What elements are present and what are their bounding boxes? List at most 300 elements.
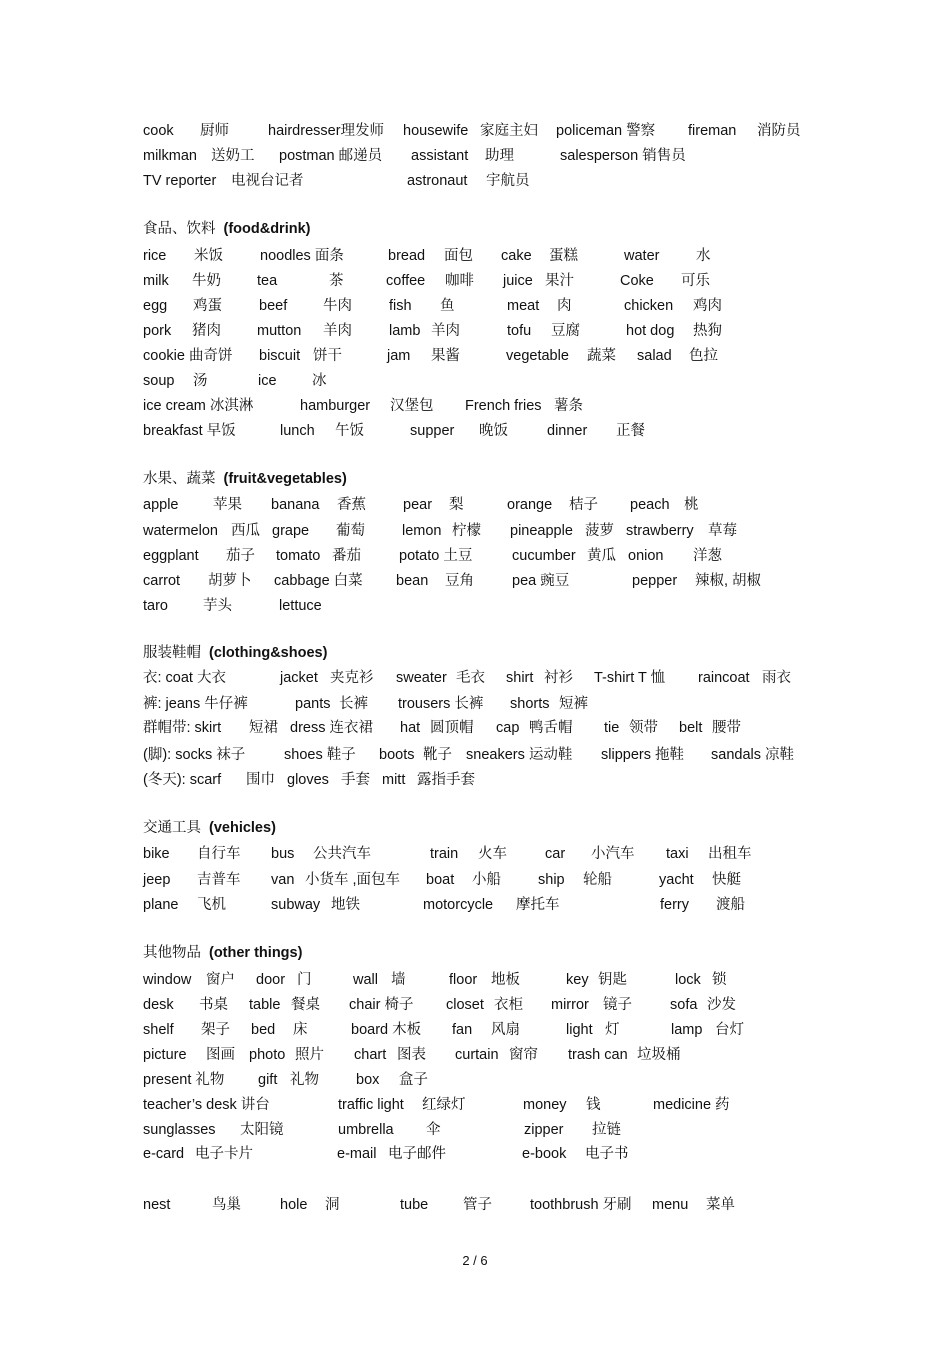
vocab-line (143, 1020, 823, 1040)
vocab-word: 苹果 (213, 497, 242, 513)
vocab-word: 出租车 (708, 846, 752, 862)
vocab-line (143, 246, 823, 266)
section-heading-cn: 水果、蔬菜 (143, 471, 216, 487)
vocab-line (143, 895, 823, 915)
vocab-word: cabbage 白菜 (274, 573, 363, 589)
vocab-word: 番茄 (332, 548, 361, 564)
vocab-word: 地铁 (331, 897, 360, 913)
vocab-word: sneakers 运动鞋 (466, 747, 573, 763)
vocab-word: apple (143, 497, 179, 513)
vocab-word: shoes 鞋子 (284, 747, 356, 763)
vocab-word: milkman (143, 148, 197, 164)
vocab-word: banana (271, 497, 320, 513)
vocab-word: TV reporter (143, 173, 217, 189)
vocab-word: taxi (666, 846, 689, 862)
vocab-word: jam (387, 348, 411, 364)
vocab-word: 镜子 (603, 997, 632, 1013)
vocab-word: table (249, 997, 281, 1013)
vocab-word: nest (143, 1197, 171, 1213)
vocab-word: 太阳镜 (240, 1122, 284, 1138)
vocab-word: e-book (522, 1146, 567, 1162)
vocab-word: supper (410, 423, 455, 439)
vocab-word: 飞机 (197, 897, 226, 913)
vocab-word: French fries (465, 398, 542, 414)
vocab-word: mitt (382, 772, 406, 788)
vocab-word: 柠檬 (452, 523, 481, 539)
vocab-word: medicine 药 (653, 1097, 730, 1113)
vocab-word: chicken (624, 298, 674, 314)
vocab-word: 吉普车 (197, 872, 241, 888)
vocab-line (143, 995, 823, 1015)
vocab-word: 电子邮件 (388, 1146, 446, 1162)
vocab-word: shorts (510, 696, 550, 712)
vocab-word: dress 连衣裙 (290, 720, 373, 736)
section-heading-en: (vehicles) (209, 820, 276, 836)
vocab-word: 羊肉 (431, 323, 460, 339)
vocab-word: pineapple (510, 523, 573, 539)
vocab-word: yacht (659, 872, 694, 888)
vocab-line (143, 371, 823, 391)
vocab-word: 地板 (491, 972, 520, 988)
vocab-word: 草莓 (708, 523, 737, 539)
vocab-line (143, 718, 823, 738)
vocab-word: 洋葱 (693, 548, 722, 564)
vocab-word: 蛋糕 (549, 248, 578, 264)
vocab-word: 毛衣 (456, 670, 485, 686)
vocab-word: cap (496, 720, 520, 736)
vocab-word: soup (143, 373, 175, 389)
vocab-word: strawberry (626, 523, 694, 539)
vocab-word: noodles 面条 (260, 248, 344, 264)
vocab-line (143, 694, 823, 714)
vocab-word: sunglasses (143, 1122, 216, 1138)
section-heading-en: (food&drink) (223, 221, 311, 237)
vocab-word: 茄子 (226, 548, 255, 564)
vocab-word: salad (637, 348, 672, 364)
vocab-word: sweater (396, 670, 447, 686)
vocab-word: hole (280, 1197, 308, 1213)
vocab-word: 鸟巢 (212, 1197, 241, 1213)
vocab-line (143, 146, 823, 166)
vocab-word: cake (501, 248, 532, 264)
vocab-word: ice (258, 373, 277, 389)
vocab-line (143, 1195, 823, 1215)
vocab-line (143, 421, 823, 441)
vocab-word: fan (452, 1022, 473, 1038)
vocab-word: water (624, 248, 660, 264)
vocab-word: 风扇 (491, 1022, 520, 1038)
vocab-word: 桔子 (569, 497, 598, 513)
vocab-word: 午饭 (335, 423, 364, 439)
vocab-word: 窗户 (206, 972, 235, 988)
vocab-word: 裤: jeans 牛仔裤 (143, 696, 248, 712)
vocab-word: 豆腐 (551, 323, 580, 339)
vocab-word: jeep (143, 872, 171, 888)
vocab-word: boots (379, 747, 415, 763)
vocab-word: 正餐 (616, 423, 645, 439)
vocab-word: 火车 (478, 846, 507, 862)
vocab-word: 伞 (426, 1122, 441, 1138)
vocab-word: teacher’s desk 讲台 (143, 1097, 270, 1113)
vocab-word: lock (675, 972, 701, 988)
vocab-word: postman 邮递员 (279, 148, 383, 164)
vocab-word: 群帽带: skirt (143, 720, 222, 736)
vocab-word: shelf (143, 1022, 174, 1038)
vocab-word: tube (400, 1197, 429, 1213)
vocab-word: 菠萝 (585, 523, 614, 539)
vocab-line (143, 870, 823, 890)
vocab-word: mirror (551, 997, 589, 1013)
vocab-word: vegetable (506, 348, 569, 364)
vocab-word: 圆顶帽 (430, 720, 474, 736)
section-heading-en: (other things) (209, 945, 303, 961)
vocab-word: chair 椅子 (349, 997, 414, 1013)
vocab-word: 短裙 (249, 720, 278, 736)
vocab-line (143, 1095, 823, 1115)
vocab-word: tomato (276, 548, 321, 564)
vocab-word: mutton (257, 323, 302, 339)
vocab-word: 鸡蛋 (193, 298, 222, 314)
vocab-word: key (566, 972, 589, 988)
vocab-word: 长裤 (339, 696, 368, 712)
vocab-word: traffic light (338, 1097, 404, 1113)
vocab-word: 领带 (629, 720, 658, 736)
vocab-word: 茶 (329, 273, 344, 289)
vocab-word: 图画 (206, 1047, 235, 1063)
vocab-line (143, 495, 823, 515)
vocab-word: 衣柜 (494, 997, 523, 1013)
vocab-word: tea (257, 273, 278, 289)
vocab-word: desk (143, 997, 174, 1013)
vocab-word: taro (143, 598, 168, 614)
vocab-word: sofa (670, 997, 698, 1013)
vocab-word: bean (396, 573, 429, 589)
vocab-word: chart (354, 1047, 387, 1063)
vocab-word: door (256, 972, 286, 988)
vocab-word: 钱 (586, 1097, 601, 1113)
vocab-word: box (356, 1072, 380, 1088)
vocab-word: plane (143, 897, 179, 913)
vocab-word: gloves (287, 772, 329, 788)
vocab-word: beef (259, 298, 288, 314)
vocab-word: 助理 (485, 148, 514, 164)
vocab-line (143, 970, 823, 990)
vocab-word: 色拉 (689, 348, 718, 364)
section-heading-cn: 食品、饮料 (143, 221, 216, 237)
vocab-word: 桃 (684, 497, 699, 513)
vocab-word: curtain (455, 1047, 499, 1063)
vocab-word: 黄瓜 (587, 548, 616, 564)
vocab-word: car (545, 846, 566, 862)
vocab-word: e-card (143, 1146, 185, 1162)
vocab-word: bus (271, 846, 295, 862)
vocab-word: gift (258, 1072, 278, 1088)
vocab-word: motorcycle (423, 897, 494, 913)
vocab-word: 消防员 (757, 123, 801, 139)
vocab-word: shirt (506, 670, 534, 686)
vocab-word: 公共汽车 (313, 846, 371, 862)
vocab-word: 梨 (449, 497, 464, 513)
vocab-word: 餐桌 (291, 997, 320, 1013)
vocab-word: 葡萄 (336, 523, 365, 539)
vocab-word: pepper (632, 573, 678, 589)
vocab-word: 灯 (605, 1022, 620, 1038)
vocab-word: 电视台记者 (231, 173, 304, 189)
vocab-word: light (566, 1022, 593, 1038)
vocab-word: 汉堡包 (390, 398, 434, 414)
vocab-line (143, 596, 823, 616)
vocab-line (143, 296, 823, 316)
vocab-word: 香蕉 (337, 497, 366, 513)
vocab-word: dinner (547, 423, 588, 439)
vocab-word: ice cream 冰淇淋 (143, 398, 254, 414)
vocab-word: Coke (620, 273, 654, 289)
vocab-word: sandals 凉鞋 (711, 747, 795, 763)
vocab-word: 照片 (295, 1047, 324, 1063)
vocab-word: 管子 (463, 1197, 492, 1213)
vocab-word: window (143, 972, 192, 988)
vocab-word: 豆角 (445, 573, 474, 589)
vocab-word: eggplant (143, 548, 199, 564)
vocab-word: lemon (402, 523, 442, 539)
vocab-word: 电子书 (585, 1146, 629, 1162)
vocab-word: wall (353, 972, 378, 988)
vocab-word: housewife (403, 123, 469, 139)
vocab-line (143, 745, 823, 765)
vocab-word: (脚): socks 袜子 (143, 747, 246, 763)
vocab-word: orange (507, 497, 553, 513)
vocab-word: 拉链 (592, 1122, 621, 1138)
vocab-word: 架子 (201, 1022, 230, 1038)
section-heading-other (143, 943, 823, 963)
vocab-word: 雨衣 (762, 670, 791, 686)
vocab-word: subway (271, 897, 321, 913)
vocab-line (143, 171, 823, 191)
page-number: 2 / 6 (462, 1253, 488, 1268)
vocab-line (143, 121, 823, 141)
vocab-word: watermelon (143, 523, 218, 539)
vocab-word: 锁 (712, 972, 727, 988)
vocab-word: pork (143, 323, 172, 339)
vocab-line (143, 521, 823, 541)
vocab-word: closet (446, 997, 484, 1013)
vocab-word: grape (272, 523, 310, 539)
vocab-word: lunch (280, 423, 315, 439)
vocab-word: 鸭舌帽 (529, 720, 573, 736)
vocab-line (143, 271, 823, 291)
vocab-word: (冬天): scarf (143, 772, 222, 788)
vocab-word: potato 土豆 (399, 548, 473, 564)
vocab-word: pants (295, 696, 331, 712)
vocab-word: 芋头 (203, 598, 232, 614)
vocab-line (143, 1120, 823, 1140)
vocab-word: 夹克衫 (330, 670, 374, 686)
vocab-word: 蔬菜 (587, 348, 616, 364)
vocab-word: trash can (568, 1047, 628, 1063)
vocab-word: raincoat (698, 670, 750, 686)
vocab-word: tie (604, 720, 620, 736)
vocab-word: 热狗 (693, 323, 722, 339)
vocab-line (143, 668, 823, 688)
vocab-word: e-mail (337, 1146, 377, 1162)
vocab-word: hairdresser理发师 (268, 123, 385, 139)
section-heading-cn: 其他物品 (143, 945, 201, 961)
section-heading-clothing (143, 643, 823, 663)
vocab-word: 厨师 (200, 123, 229, 139)
vocab-word: 肉 (557, 298, 572, 314)
vocab-word: 垃圾桶 (637, 1047, 681, 1063)
vocab-word: 牛奶 (192, 273, 221, 289)
vocab-word: 床 (293, 1022, 308, 1038)
vocab-word: coffee (386, 273, 426, 289)
vocab-word: 送奶工 (211, 148, 255, 164)
vocab-word: money (523, 1097, 567, 1113)
vocab-word: pea 豌豆 (512, 573, 570, 589)
vocab-word: 可乐 (681, 273, 710, 289)
vocab-word: bed (251, 1022, 276, 1038)
vocab-word: 窗帘 (509, 1047, 538, 1063)
vocab-word: 辣椒, 胡椒 (695, 573, 762, 589)
vocab-word: 钥匙 (598, 972, 627, 988)
vocab-word: bike (143, 846, 170, 862)
vocab-word: cookie 曲奇饼 (143, 348, 233, 364)
vocab-word: 沙发 (707, 997, 736, 1013)
vocab-word: 猪肉 (192, 323, 221, 339)
vocab-word: 台灯 (715, 1022, 744, 1038)
vocab-word: 晚饭 (479, 423, 508, 439)
vocab-line (143, 396, 823, 416)
vocab-word: 墙 (391, 972, 406, 988)
vocab-word: salesperson 销售员 (560, 148, 686, 164)
vocab-word: 红绿灯 (422, 1097, 466, 1113)
vocab-word: 露指手套 (417, 772, 475, 788)
vocab-word: 腰带 (712, 720, 741, 736)
vocab-word: 面包 (444, 248, 473, 264)
vocab-word: 盒子 (399, 1072, 428, 1088)
vocab-word: 手套 (341, 772, 370, 788)
vocab-word: board 木板 (351, 1022, 422, 1038)
vocab-word: 礼物 (290, 1072, 319, 1088)
vocab-word: astronaut (407, 173, 468, 189)
vocab-word: 羊肉 (323, 323, 352, 339)
vocab-line (143, 1070, 823, 1090)
vocab-word: hamburger (300, 398, 371, 414)
vocab-word: 鸡肉 (693, 298, 722, 314)
vocab-word: policeman 警察 (556, 123, 656, 139)
vocab-word: egg (143, 298, 168, 314)
vocab-word: 饼干 (313, 348, 342, 364)
vocab-word: van (271, 872, 295, 888)
section-heading-food (143, 219, 823, 239)
vocab-word: meat (507, 298, 540, 314)
section-heading-en: (clothing&shoes) (209, 645, 328, 661)
vocab-word: 书桌 (199, 997, 228, 1013)
vocab-word: 衬衫 (544, 670, 573, 686)
vocab-word: carrot (143, 573, 181, 589)
vocab-word: umbrella (338, 1122, 394, 1138)
section-heading-en: (fruit&vegetables) (223, 471, 347, 487)
vocab-word: hat (400, 720, 421, 736)
vocab-word: slippers 拖鞋 (601, 747, 684, 763)
vocab-word: hot dog (626, 323, 675, 339)
vocab-line (143, 1045, 823, 1065)
vocab-line (143, 1144, 823, 1164)
vocab-word: 果酱 (431, 348, 460, 364)
vocab-word: pear (403, 497, 433, 513)
section-heading-fruit (143, 469, 823, 489)
vocab-word: juice (503, 273, 533, 289)
vocab-word: cook (143, 123, 174, 139)
vocab-line (143, 321, 823, 341)
vocab-word: 菜单 (706, 1197, 735, 1213)
vocab-word: train (430, 846, 459, 862)
vocab-word: T-shirt T 恤 (594, 670, 666, 686)
vocab-line (143, 571, 823, 591)
vocab-word: belt (679, 720, 703, 736)
vocab-word: 牛肉 (323, 298, 352, 314)
vocab-word: photo (249, 1047, 286, 1063)
vocab-word: 自行车 (197, 846, 241, 862)
vocab-word: 米饭 (194, 248, 223, 264)
vocab-line (143, 770, 823, 790)
vocab-word: ship (538, 872, 565, 888)
vocab-word: 衣: coat 大衣 (143, 670, 226, 686)
vocab-word: breakfast 早饭 (143, 423, 236, 439)
vocab-word: 小货车 ,面包车 (305, 872, 401, 888)
vocab-word: tofu (507, 323, 532, 339)
vocab-word: 洞 (325, 1197, 340, 1213)
vocab-word: 靴子 (423, 747, 452, 763)
vocab-word: lettuce (279, 598, 322, 614)
vocab-word: cucumber (512, 548, 576, 564)
vocab-word: menu (652, 1197, 689, 1213)
vocab-word: peach (630, 497, 670, 513)
vocab-word: 围巾 (246, 772, 275, 788)
vocab-word: bread (388, 248, 426, 264)
vocab-word: 薯条 (554, 398, 583, 414)
vocab-word: 小船 (472, 872, 501, 888)
section-heading-cn: 服装鞋帽 (143, 645, 201, 661)
vocab-word: lamb (389, 323, 421, 339)
vocab-word: picture (143, 1047, 187, 1063)
vocab-word: rice (143, 248, 167, 264)
vocab-word: 汤 (193, 373, 208, 389)
vocab-word: 摩托车 (516, 897, 560, 913)
vocab-word: fireman (688, 123, 737, 139)
vocab-word: milk (143, 273, 169, 289)
vocab-line (143, 844, 823, 864)
vocab-word: 电子卡片 (195, 1146, 253, 1162)
vocab-word: 渡船 (716, 897, 745, 913)
vocab-word: 短裤 (559, 696, 588, 712)
section-heading-vehicles (143, 818, 823, 838)
vocab-line (143, 546, 823, 566)
vocab-word: 图表 (397, 1047, 426, 1063)
vocab-word: floor (449, 972, 478, 988)
vocab-word: 咖啡 (445, 273, 474, 289)
vocab-word: toothbrush 牙刷 (530, 1197, 632, 1213)
vocab-word: onion (628, 548, 664, 564)
vocab-word: fish (389, 298, 412, 314)
vocab-word: 家庭主妇 (480, 123, 538, 139)
vocab-word: zipper (524, 1122, 564, 1138)
vocab-word: 小汽车 (591, 846, 635, 862)
vocab-word: assistant (411, 148, 469, 164)
vocab-word: 胡萝卜 (208, 573, 252, 589)
vocab-word: trousers 长裤 (398, 696, 484, 712)
vocab-word: 门 (297, 972, 312, 988)
vocab-word: 西瓜 (231, 523, 260, 539)
